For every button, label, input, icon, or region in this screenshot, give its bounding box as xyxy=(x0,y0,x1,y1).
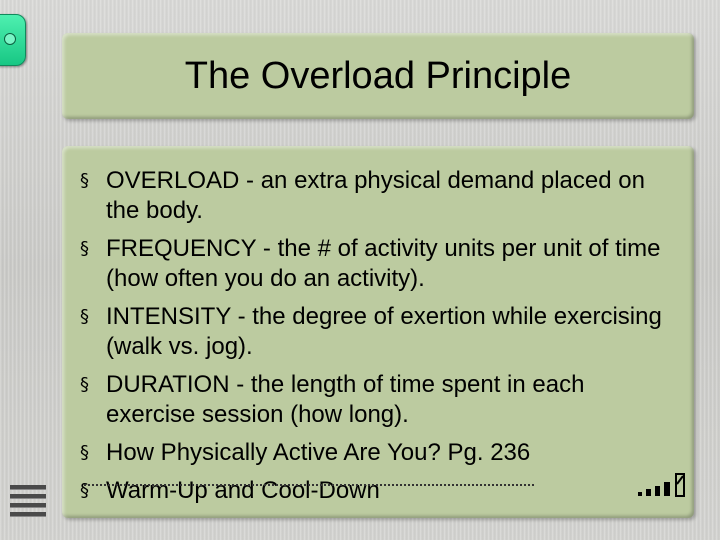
list-item xyxy=(76,476,676,506)
circle-icon xyxy=(4,33,16,45)
bullet-icon: § xyxy=(80,306,89,327)
content-panel xyxy=(62,146,694,518)
slide-title: The Overload Principle xyxy=(184,54,572,97)
bullet-icon: § xyxy=(80,480,89,501)
bullet-icon: § xyxy=(80,238,89,259)
list-item xyxy=(76,438,676,468)
menu-icon[interactable] xyxy=(10,485,46,519)
corner-tab xyxy=(0,14,26,66)
bullet-text: OVERLOAD - an extra physical demand placed on the body. xyxy=(106,167,645,224)
bullet-icon: § xyxy=(80,170,89,191)
list-item xyxy=(76,302,676,362)
dotted-divider xyxy=(84,484,534,486)
list-item xyxy=(76,166,676,226)
title-panel xyxy=(62,33,694,119)
bullet-text: DURATION - the length of time spent in each exercise session (how long). xyxy=(106,371,585,428)
bullet-icon: § xyxy=(80,374,89,395)
list-item xyxy=(76,370,676,430)
bullet-text: How Physically Active Are You? Pg. 236 xyxy=(106,439,531,466)
bullet-icon: § xyxy=(80,442,89,463)
bullet-text: INTENSITY - the degree of exertion while exercising (walk vs. jog). xyxy=(106,303,662,360)
bullet-list xyxy=(76,166,676,514)
list-item xyxy=(76,234,676,294)
bullet-text: Warm-Up and Cool-Down xyxy=(106,477,380,504)
bullet-text: FREQUENCY - the # of activity units per unit of time (how often you do an activity). xyxy=(106,235,661,292)
nav-arrow-icon[interactable] xyxy=(636,470,692,502)
